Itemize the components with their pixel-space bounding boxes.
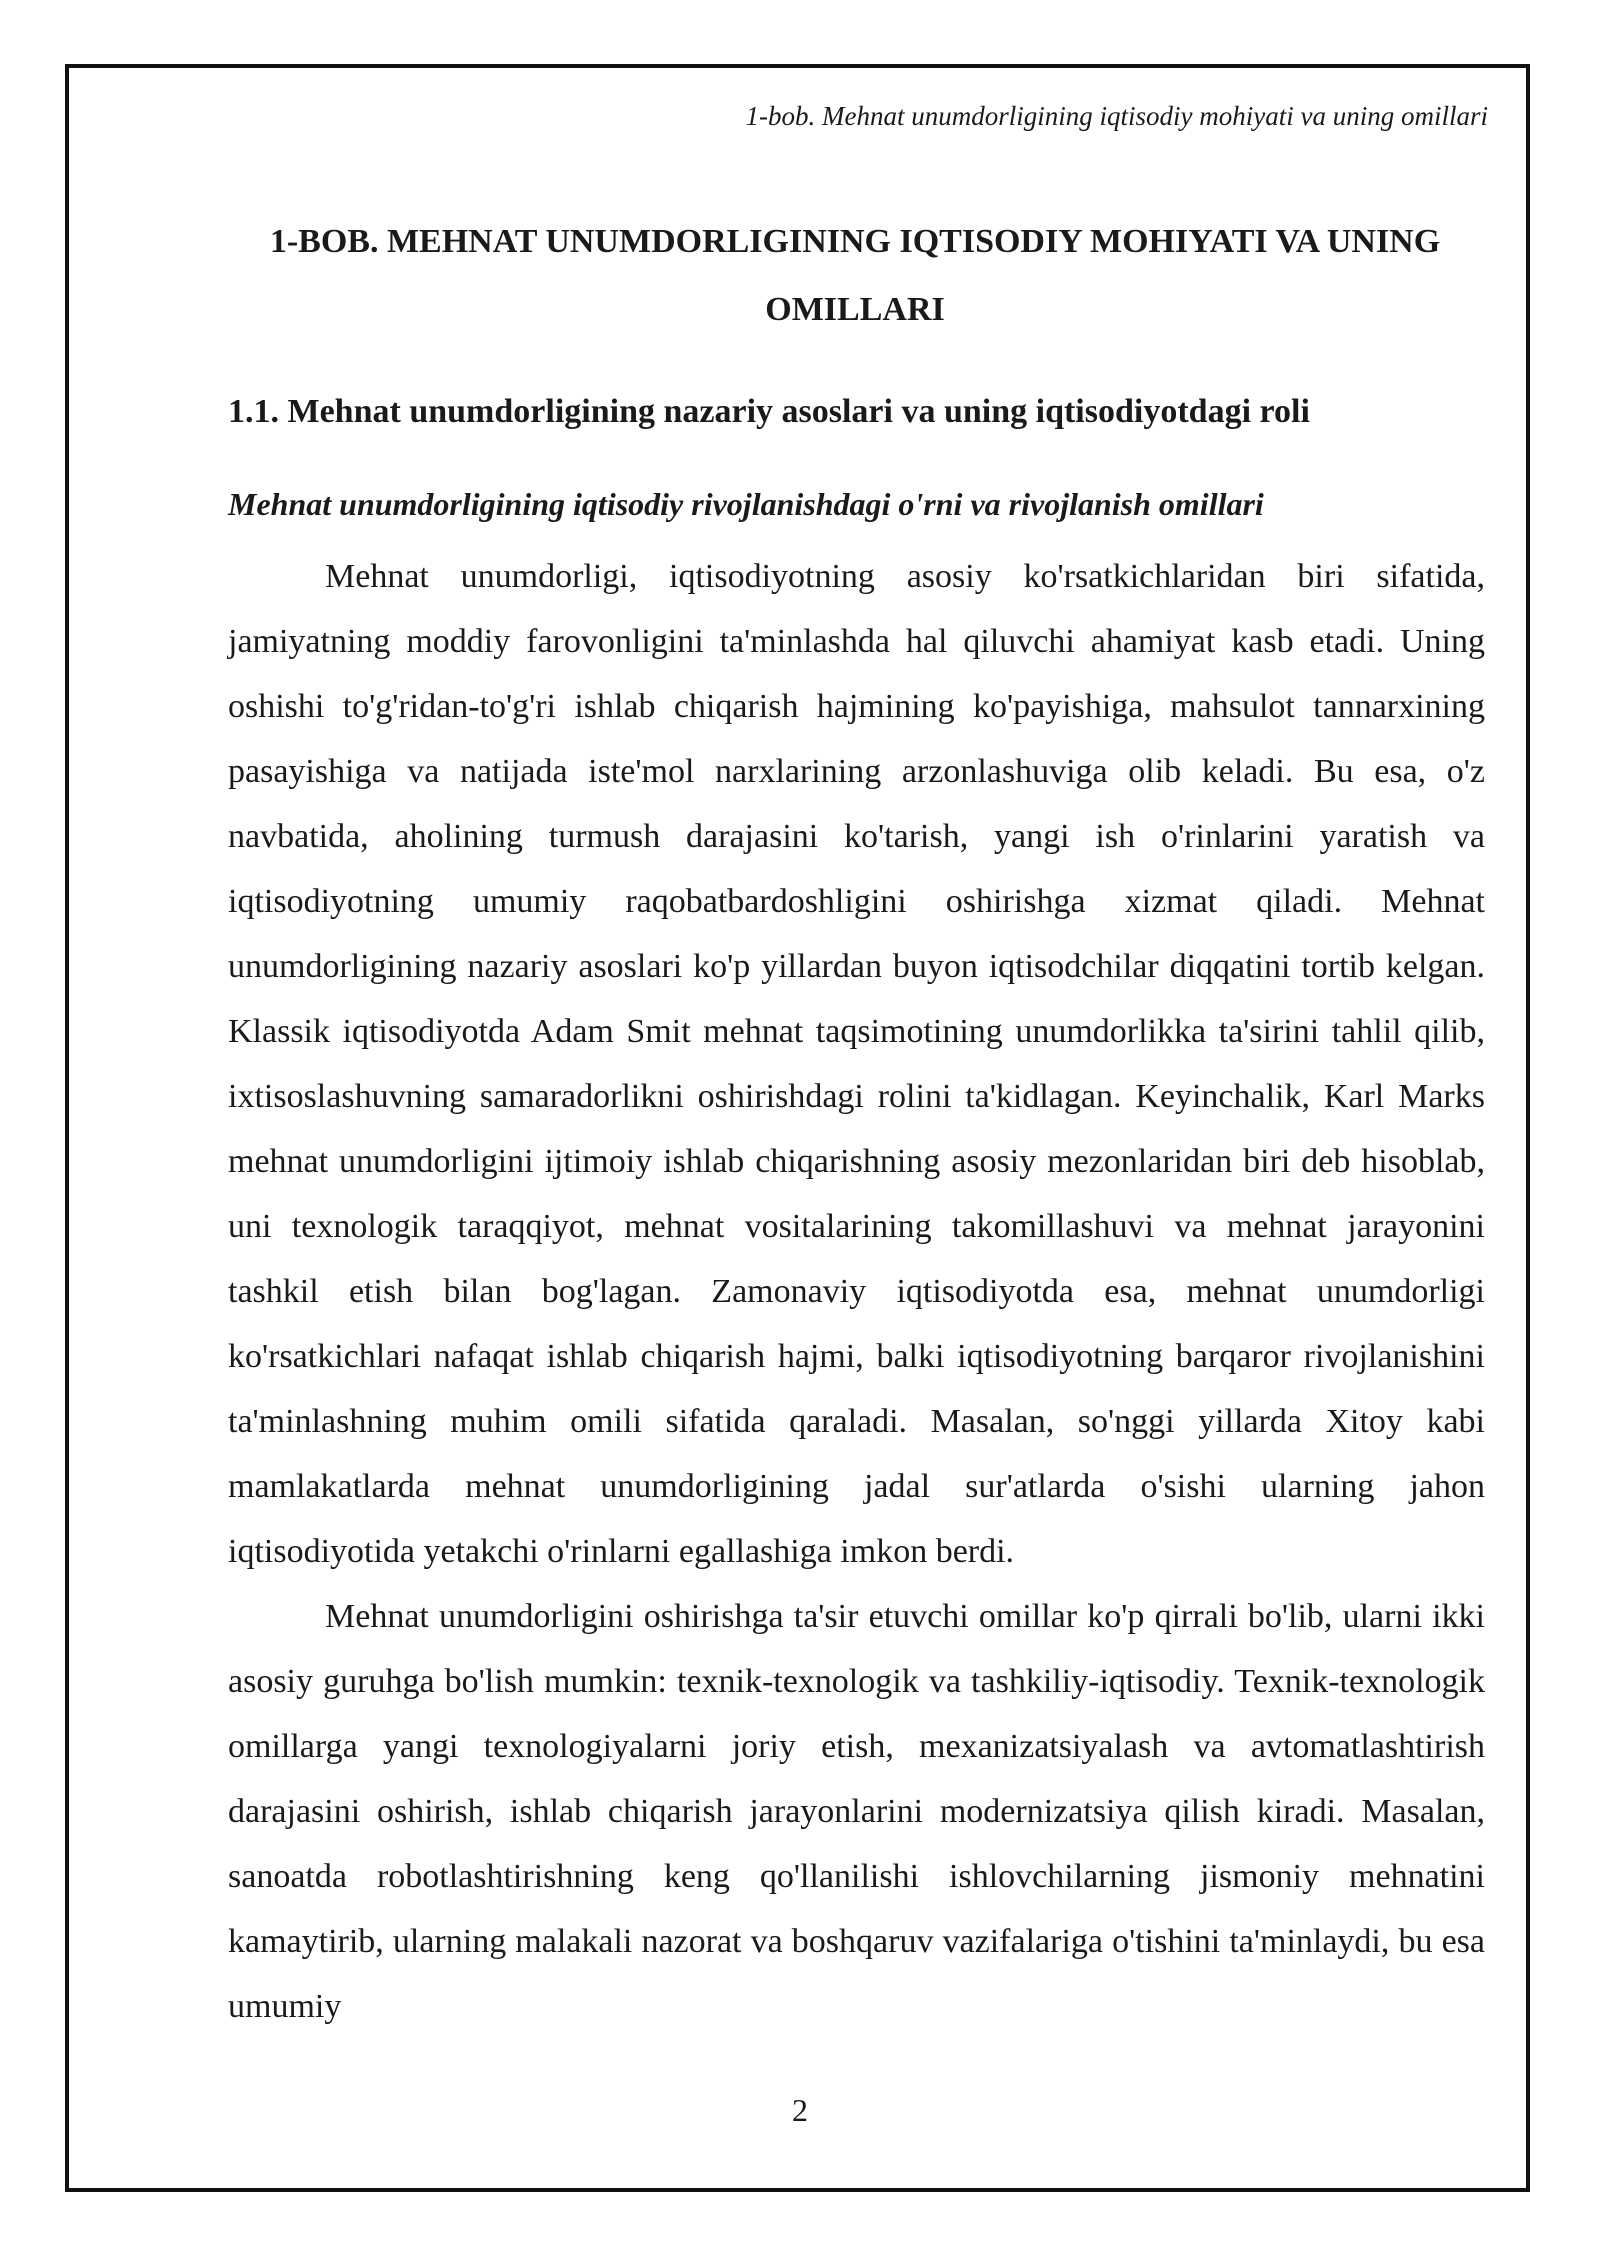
running-header: 1-bob. Mehnat unumdorligining iqtisodiy mohiyati va uning omillari [745,101,1488,131]
page-number: 2 [792,2092,808,2128]
chapter-title: 1-BOB. MEHNAT UNUMDORLIGINING IQTISODIY MOHIYATI VA UNING OMILLARI [269,223,1441,328]
section-title: 1.1. Mehnat unumdorligining nazariy asoslari va uning iqtisodiyotdagi roli [228,393,1310,430]
subsection-title: Mehnat unumdorligining iqtisodiy rivojlanishdagi o'rni va rivojlanish omillari [228,486,1264,522]
paragraph: Mehnat unumdorligini oshirishga ta'sir etuvchi omillar ko'p qirrali bo'lib, ularni ikki asosiy guruhga bo'lish mumkin: texnik-texnologik va tashkiliy-iqtisodiy. Texnik-texnologik omillarga yangi texnologiyalarni joriy etish, mexanizatsiyalash va avtomatlashtirish darajasini oshirish, ishlab chiqarish jarayonlarini modernizatsiya qilish kiradi. Masalan, sanoatda robotlashtirishning keng qo'llanilishi ishlovchilarning jismoniy mehnatini kamaytirib, ularning malakali nazorat va boshqaruv vazifalariga o'tishini ta'minlaydi, bu esa umumiy [228,1598,1485,2025]
paragraph: Mehnat unumdorligi, iqtisodiyotning asosiy ko'rsatkichlaridan biri sifatida, jamiyatning moddiy farovonligini ta'minlashda hal qiluvchi ahamiyat kasb etadi. Uning oshishi to'g'ridan-to'g'ri ishlab chiqarish hajmining ko'payishiga, mahsulot tannarxining pasayishiga va natijada iste'mol narxlarining arzonlashuviga olib keladi. Bu esa, o'z navbatida, aholining turmush darajasini ko'tarish, yangi ish o'rinlarini yaratish va iqtisodiyotning umumiy raqobatbardoshligini oshirishga xizmat qiladi. Mehnat unumdorligining nazariy asoslari ko'p yillardan buyon iqtisodchilar diqqatini tortib kelgan. Klassik iqtisodiyotda Adam Smit mehnat taqsimotining unumdorlikka ta'sirini tahlil qilib, ixtisoslashuvning samaradorlikni oshirishdagi rolini ta'kidlagan. Keyinchalik, Karl Marks mehnat unumdorligini ijtimoiy ishlab chiqarishning asosiy mezonlaridan biri deb hisoblab, uni texnologik taraqqiyot, mehnat vositalarining takomillashuvi va mehnat jarayonini tashkil etish bilan bog'lagan. Zamonaviy iqtisodiyotda esa, mehnat unumdorligi ko'rsatkichlari nafaqat ishlab chiqarish hajmi, balki iqtisodiyotning barqaror rivojlanishini ta'minlashning muhim omili sifatida qaraladi. Masalan, so'nggi yillarda Xitoy kabi mamlakatlarda mehnat unumdorligining jadal sur'atlarda o'sishi ularning jahon iqtisodiyotida yetakchi o'rinlarni egallashiga imkon berdi. [228,558,1485,1570]
body-text [228,544,1485,2039]
